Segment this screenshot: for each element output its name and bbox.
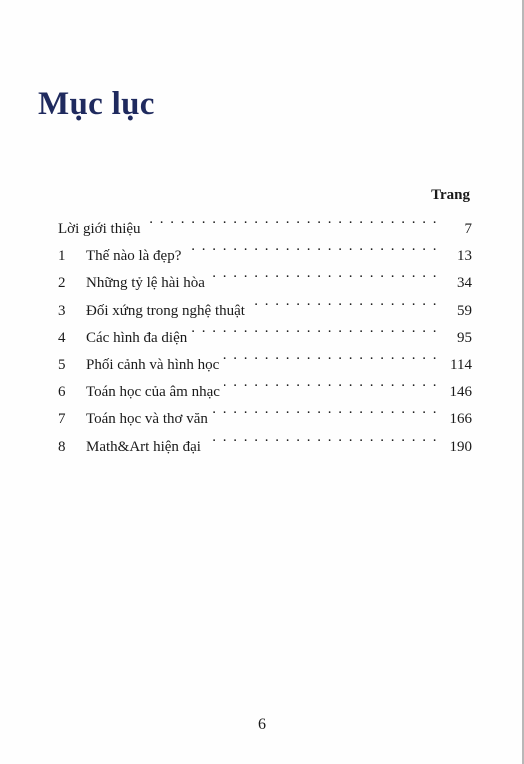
toc-entry-page: 13 bbox=[457, 248, 472, 265]
toc-entry-page: 114 bbox=[450, 356, 472, 373]
toc-leader-dots bbox=[223, 342, 438, 369]
toc-leader-dots bbox=[224, 369, 438, 396]
toc-leader-dots bbox=[249, 288, 438, 315]
toc-entry-number: 5 bbox=[58, 356, 66, 373]
toc-leader-dots bbox=[209, 260, 438, 287]
toc-entry-intro bbox=[58, 206, 472, 237]
toc-entry-number: 8 bbox=[58, 438, 66, 455]
toc-leader-dots bbox=[191, 315, 438, 342]
toc-entry-page: 190 bbox=[449, 438, 472, 455]
toc-entry-label: Phối cảnh và hình học bbox=[86, 356, 220, 373]
page-title: Mục lục bbox=[38, 86, 155, 122]
toc-entry-number: 6 bbox=[58, 384, 66, 401]
toc-entry-label: Lời giới thiệu bbox=[58, 221, 141, 237]
table-of-contents bbox=[58, 184, 472, 455]
toc-entry-page: 7 bbox=[464, 221, 472, 237]
toc-entry-number: 2 bbox=[58, 275, 66, 292]
toc-entry-page: 34 bbox=[457, 275, 472, 292]
toc-entry-label: Những tỷ lệ hài hòa bbox=[86, 275, 205, 292]
toc-entry-label: Math&Art hiện đại bbox=[86, 438, 201, 455]
toc-entry-label: Thế nào là đẹp? bbox=[86, 248, 182, 265]
toc-leader-dots bbox=[185, 233, 438, 260]
toc-entry-page: 59 bbox=[457, 302, 472, 319]
toc-leader-dots bbox=[145, 206, 438, 233]
toc-entry-label: Các hình đa diện bbox=[86, 329, 188, 346]
toc-entry-page: 146 bbox=[449, 384, 472, 401]
toc-entry-page: 95 bbox=[457, 329, 472, 346]
toc-entry-number: 4 bbox=[58, 329, 66, 346]
toc-entry-number: 3 bbox=[58, 302, 66, 319]
toc-page-column-header: Trang bbox=[431, 187, 470, 203]
toc-entry-label: Toán học và thơ văn bbox=[86, 411, 208, 428]
toc-entry-number: 7 bbox=[58, 411, 66, 428]
toc-entry-page: 166 bbox=[449, 411, 472, 428]
toc-entry-label: Toán học của âm nhạc bbox=[86, 384, 220, 401]
toc-entry-number: 1 bbox=[58, 248, 66, 265]
toc-leader-dots bbox=[212, 396, 438, 423]
page-number: 6 bbox=[258, 716, 266, 733]
toc-leader-dots bbox=[205, 424, 438, 451]
toc-entry-label: Đối xứng trong nghệ thuật bbox=[86, 302, 245, 319]
